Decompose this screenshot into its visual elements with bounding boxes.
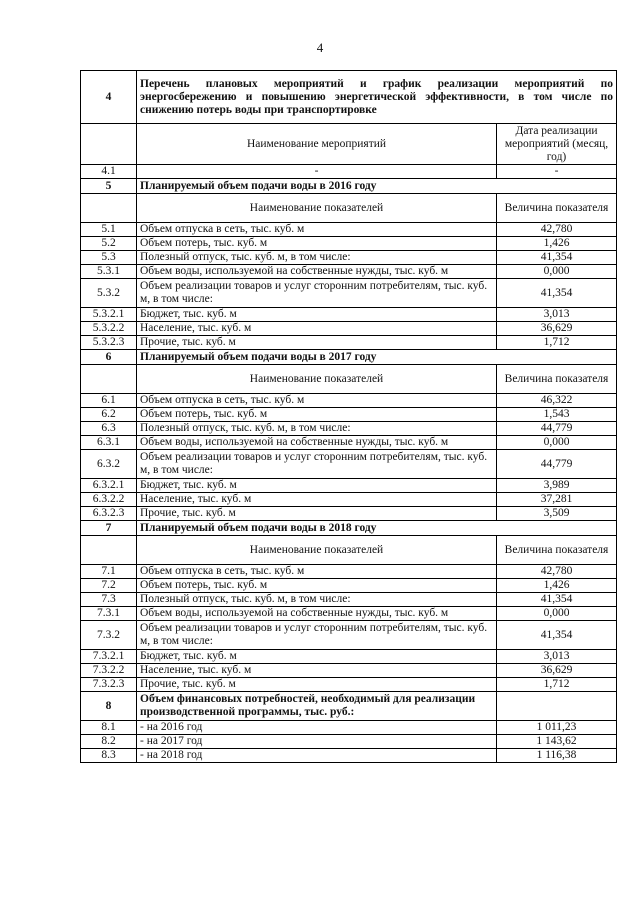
row-name: Объем воды, используемой на собственные нужды, тыс. куб. м (137, 607, 497, 621)
table-row (81, 721, 617, 735)
column-header-value: Величина показателя (497, 194, 617, 223)
row-name: - на 2016 год (137, 721, 497, 735)
row-number: 8.1 (81, 721, 137, 735)
row-value: 41,354 (497, 593, 617, 607)
column-header-value: Величина показателя (497, 536, 617, 565)
table-row (81, 593, 617, 607)
row-number: 5.3 (81, 251, 137, 265)
row-number: 5.2 (81, 237, 137, 251)
row-number: 7.1 (81, 565, 137, 579)
row-number: 8.3 (81, 749, 137, 763)
row-number: 7.2 (81, 579, 137, 593)
row-value: 3,013 (497, 308, 617, 322)
row-value: 44,779 (497, 422, 617, 436)
table-row (81, 394, 617, 408)
table-row (81, 507, 617, 521)
row-name: - на 2018 год (137, 749, 497, 763)
column-header-date: Дата реализации мероприятий (месяц, год) (497, 124, 617, 165)
empty-cell (81, 536, 137, 565)
table-row (81, 749, 617, 763)
column-header-indicators: Наименование показателей (137, 365, 497, 394)
row-number: 6.3.2.1 (81, 479, 137, 493)
finance-title-row (81, 692, 617, 721)
table-body (81, 71, 617, 763)
row-number: 6.3.2.2 (81, 493, 137, 507)
row-value: 3,989 (497, 479, 617, 493)
row-name: Прочие, тыс. куб. м (137, 678, 497, 692)
row-name: Объем отпуска в сеть, тыс. куб. м (137, 565, 497, 579)
row-name: Бюджет, тыс. куб. м (137, 479, 497, 493)
row-number: 7.3.2.3 (81, 678, 137, 692)
section-title: Планируемый объем подачи воды в 2016 году (137, 179, 617, 194)
intro-header-row (81, 71, 617, 124)
column-header-measures: Наименование мероприятий (137, 124, 497, 165)
row-number: 5.1 (81, 223, 137, 237)
table-row (81, 450, 617, 479)
row-name: Объем отпуска в сеть, тыс. куб. м (137, 223, 497, 237)
row-value: 1 116,38 (497, 749, 617, 763)
row-number: 6.1 (81, 394, 137, 408)
section-column-header-row (81, 365, 617, 394)
table-row (81, 493, 617, 507)
table-row (81, 664, 617, 678)
empty-cell (81, 124, 137, 165)
row-name: Бюджет, тыс. куб. м (137, 308, 497, 322)
table-row (81, 565, 617, 579)
section-title: Планируемый объем подачи воды в 2017 году (137, 350, 617, 365)
row-name: Объем отпуска в сеть, тыс. куб. м (137, 394, 497, 408)
section-title-row (81, 179, 617, 194)
row-name: Объем воды, используемой на собственные нужды, тыс. куб. м (137, 265, 497, 279)
row-name: Объем потерь, тыс. куб. м (137, 408, 497, 422)
intro-column-header-row (81, 124, 617, 165)
row-name: Население, тыс. куб. м (137, 322, 497, 336)
row-name: Объем реализации товаров и услуг сторонним потребителям, тыс. куб. м, в том числе: (137, 279, 497, 308)
table-row (81, 607, 617, 621)
row-value: 41,354 (497, 251, 617, 265)
row-value: 1 011,23 (497, 721, 617, 735)
row-name: - (137, 165, 497, 179)
row-value: 46,322 (497, 394, 617, 408)
row-name: Полезный отпуск, тыс. куб. м, в том числе: (137, 251, 497, 265)
column-header-value: Величина показателя (497, 365, 617, 394)
row-number: 5.3.2 (81, 279, 137, 308)
row-name: Полезный отпуск, тыс. куб. м, в том числе: (137, 593, 497, 607)
row-name: Население, тыс. куб. м (137, 664, 497, 678)
page-number: 4 (316, 40, 324, 55)
column-header-indicators: Наименование показателей (137, 194, 497, 223)
row-name: Полезный отпуск, тыс. куб. м, в том числе: (137, 422, 497, 436)
row-number: 7.3.2.1 (81, 650, 137, 664)
table-row (81, 336, 617, 350)
intro-number: 4 (81, 71, 137, 124)
finance-number: 8 (81, 692, 137, 721)
row-name: Объем потерь, тыс. куб. м (137, 237, 497, 251)
row-number: 6.2 (81, 408, 137, 422)
row-name: Прочие, тыс. куб. м (137, 336, 497, 350)
row-number: 5.3.1 (81, 265, 137, 279)
row-number: 6.3.2 (81, 450, 137, 479)
table-row (81, 279, 617, 308)
table-row (81, 165, 617, 179)
production-program-table (80, 70, 617, 763)
row-value: 0,000 (497, 265, 617, 279)
empty-cell (497, 692, 617, 721)
row-value: 42,780 (497, 223, 617, 237)
row-number: 6.3.1 (81, 436, 137, 450)
table-row (81, 308, 617, 322)
row-value: 41,354 (497, 279, 617, 308)
table-row (81, 436, 617, 450)
section-column-header-row (81, 194, 617, 223)
row-value: 1 143,62 (497, 735, 617, 749)
table-row (81, 621, 617, 650)
row-name: Бюджет, тыс. куб. м (137, 650, 497, 664)
table-row (81, 322, 617, 336)
row-value: 36,629 (497, 664, 617, 678)
section-number: 7 (81, 521, 137, 536)
table-row (81, 223, 617, 237)
table-row (81, 265, 617, 279)
row-value: 3,509 (497, 507, 617, 521)
row-value: 3,013 (497, 650, 617, 664)
row-value: 1,712 (497, 678, 617, 692)
table-row (81, 579, 617, 593)
row-name: Объем потерь, тыс. куб. м (137, 579, 497, 593)
row-value: 42,780 (497, 565, 617, 579)
intro-title: Перечень плановых мероприятий и график реализации мероприятий по энергосбережению и повышению энергетической эффективности, в том числе по снижению потерь воды при транспортировке (137, 71, 617, 124)
row-name: Объем воды, используемой на собственные нужды, тыс. куб. м (137, 436, 497, 450)
row-value: 41,354 (497, 621, 617, 650)
table-row (81, 251, 617, 265)
row-number: 7.3.2 (81, 621, 137, 650)
row-value: 36,629 (497, 322, 617, 336)
row-number: 6.3.2.3 (81, 507, 137, 521)
row-value: 0,000 (497, 436, 617, 450)
empty-cell (81, 194, 137, 223)
row-value: 0,000 (497, 607, 617, 621)
section-title-row (81, 350, 617, 365)
finance-title: Объем финансовых потребностей, необходимый для реализации производственной программы, тыс. руб.: (137, 692, 497, 721)
row-value: 1,426 (497, 579, 617, 593)
row-number: 7.3.2.2 (81, 664, 137, 678)
table-row (81, 650, 617, 664)
table-row (81, 678, 617, 692)
table-row (81, 735, 617, 749)
row-name: - на 2017 год (137, 735, 497, 749)
row-value: 1,426 (497, 237, 617, 251)
row-number: 7.3.1 (81, 607, 137, 621)
row-value: - (497, 165, 617, 179)
row-number: 5.3.2.1 (81, 308, 137, 322)
section-title: Планируемый объем подачи воды в 2018 году (137, 521, 617, 536)
row-number: 5.3.2.3 (81, 336, 137, 350)
table-row (81, 408, 617, 422)
row-number: 7.3 (81, 593, 137, 607)
table-row (81, 237, 617, 251)
column-header-indicators: Наименование показателей (137, 536, 497, 565)
row-value: 37,281 (497, 493, 617, 507)
section-column-header-row (81, 536, 617, 565)
table-row (81, 479, 617, 493)
row-name: Население, тыс. куб. м (137, 493, 497, 507)
row-value: 1,543 (497, 408, 617, 422)
section-number: 6 (81, 350, 137, 365)
table-row (81, 422, 617, 436)
row-number: 6.3 (81, 422, 137, 436)
row-name: Прочие, тыс. куб. м (137, 507, 497, 521)
row-name: Объем реализации товаров и услуг сторонним потребителям, тыс. куб. м, в том числе: (137, 450, 497, 479)
row-name: Объем реализации товаров и услуг сторонним потребителям, тыс. куб. м, в том числе: (137, 621, 497, 650)
row-number: 4.1 (81, 165, 137, 179)
empty-cell (81, 365, 137, 394)
row-value: 44,779 (497, 450, 617, 479)
row-number: 5.3.2.2 (81, 322, 137, 336)
section-number: 5 (81, 179, 137, 194)
section-title-row (81, 521, 617, 536)
row-number: 8.2 (81, 735, 137, 749)
row-value: 1,712 (497, 336, 617, 350)
